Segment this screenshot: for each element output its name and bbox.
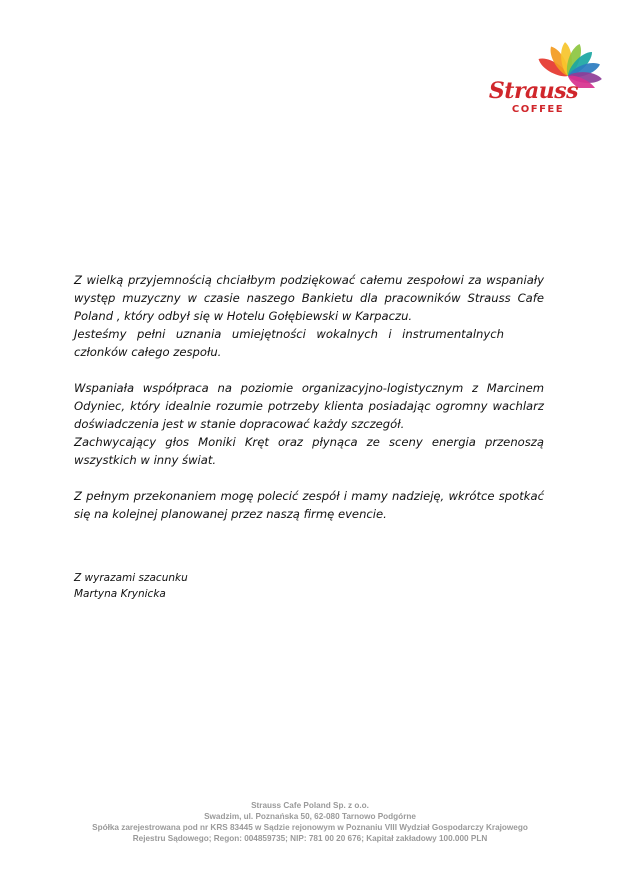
signature-block — [74, 570, 374, 602]
signature-closing: Z wyrazami szacunku — [74, 572, 188, 584]
company-footer — [60, 800, 560, 844]
letter-line: wszystkich w inny świat. — [74, 453, 217, 467]
letter-line: doświadczenia jest w stanie dopracować każdy szczegół. — [74, 417, 405, 431]
footer-registry: Rejestru Sądowego; Regon: 004859735; NIP: 781 00 20 676; Kapitał zakładowy 100.000 PLN — [132, 834, 488, 843]
letter-line: członków całego zespołu. — [74, 345, 222, 359]
strauss-coffee-logo — [480, 28, 605, 123]
letter-line: Z pełnym przekonaniem mogę polecić zespół i mamy nadzieję, wkrótce spotkać — [74, 489, 544, 503]
letter-line: Z wielką przyjemnością chciałbym podziękować całemu zespołowi za wspaniały — [74, 273, 544, 287]
letter-line: występ muzyczny w czasie naszego Bankietu dla pracowników Strauss Cafe — [74, 291, 544, 305]
letter-line: Zachwycający głos Moniki Kręt oraz płynąca ze sceny energia przenoszą — [74, 435, 544, 449]
letter-line: Jesteśmy pełni uznania umiejętności wokalnych i instrumentalnych — [74, 327, 504, 341]
letter-body — [74, 271, 544, 523]
letter-line: Odyniec, który idealnie rozumie potrzeby klienta posiadając ogromny wachlarz — [74, 399, 544, 413]
logo-brand: Strauss — [488, 78, 579, 104]
letter-line: Wspaniała współpraca na poziomie organizacyjno-logistycznym z Marcinem — [74, 381, 544, 395]
footer-address: Swadzim, ul. Poznańska 50, 62-080 Tarnowo Podgórne — [204, 812, 416, 821]
signature-name: Martyna Krynicka — [74, 588, 166, 600]
footer-company: Strauss Cafe Poland Sp. z o.o. — [251, 801, 369, 810]
footer-registration: Spółka zarejestrowana pod nr KRS 83445 w Sądzie rejonowym w Poznaniu VIII Wydział Gospodarczy Krajowego — [92, 823, 528, 832]
letter-line: Poland , który odbył się w Hotelu Gołębiewski w Karpaczu. — [74, 309, 413, 323]
logo-sub: COFFEE — [511, 104, 565, 115]
letter-line: się na kolejnej planowanej przez naszą firmę evencie. — [74, 507, 387, 521]
